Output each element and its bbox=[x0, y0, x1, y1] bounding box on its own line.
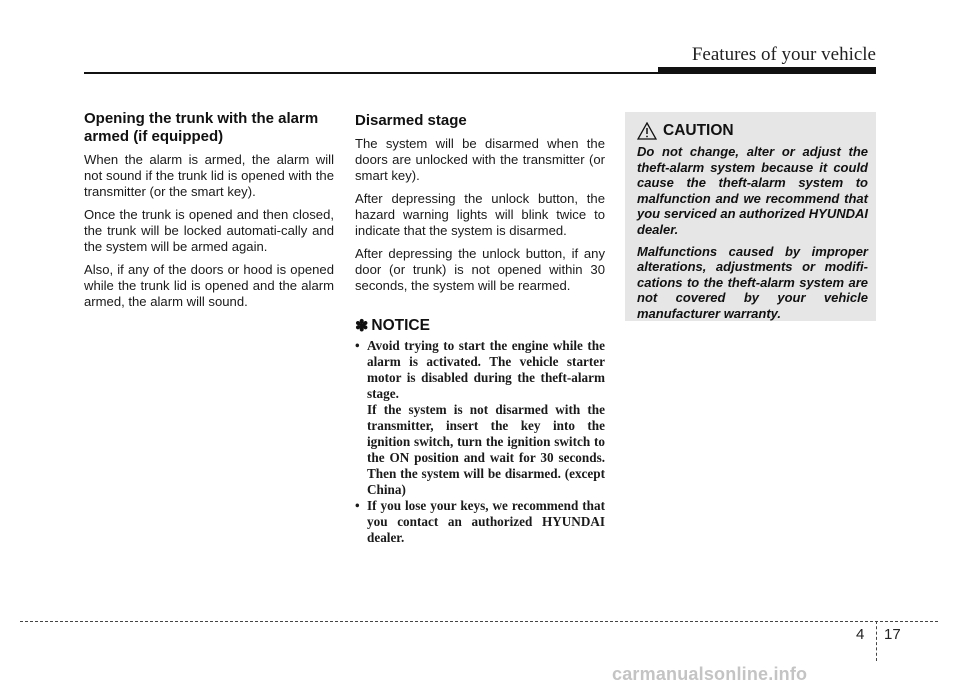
paragraph: The system will be disarmed when the doors are unlocked with the transmitter (or smart key). bbox=[355, 136, 605, 183]
notice-item-text: If the system is not disarmed with the transmitter, insert the key into the ignition switch, turn the ignition switch to the ON position and wait for 30 seconds. Then the system will be disarmed. (except China) bbox=[367, 402, 605, 497]
notice-item-text: If you lose your keys, we recommend that you contact an authorized HYUNDAI dealer. bbox=[367, 498, 605, 545]
header-title: Features of your vehicle bbox=[691, 44, 876, 65]
footer-divider bbox=[876, 621, 877, 661]
paragraph: After depressing the unlock button, if any door (or trunk) is not opened within 30 seconds, the system will be rearmed. bbox=[355, 246, 605, 293]
paragraph: Once the trunk is opened and then closed, the trunk will be locked automati-cally and the system will be armed again. bbox=[84, 207, 334, 254]
caution-title: CAUTION bbox=[663, 122, 734, 139]
notice-star-icon: ✽ bbox=[355, 318, 369, 335]
page-number: 17 bbox=[884, 626, 901, 643]
section-heading-line1: Opening the trunk with the alarm bbox=[84, 110, 319, 127]
section-heading-disarmed: Disarmed stage bbox=[355, 112, 467, 129]
bullet-icon: • bbox=[355, 338, 360, 353]
paragraph: When the alarm is armed, the alarm will not sound if the trunk lid is opened with the transmitter (or the smart key). bbox=[84, 152, 334, 199]
warning-triangle-icon bbox=[637, 122, 657, 140]
notice-item bbox=[355, 338, 605, 498]
notice-title: NOTICE bbox=[371, 317, 430, 334]
notice-item-text: Avoid trying to start the engine while the alarm is activated. The vehicle starter motor is disabled during the theft-alarm stage. bbox=[367, 338, 605, 401]
caution-header bbox=[637, 122, 868, 140]
paragraph: Also, if any of the doors or hood is opened while the trunk lid is opened and the alarm armed, the alarm will sound. bbox=[84, 262, 334, 309]
caution-paragraph: Malfunctions caused by improper alterations, adjustments or modifi-cations to the theft-alarm system are not covered by your vehicle manufacturer warranty. bbox=[637, 243, 868, 321]
section-heading-trunk bbox=[84, 110, 334, 146]
watermark-text: carmanualsonline.info bbox=[612, 664, 808, 684]
column-left bbox=[84, 110, 334, 317]
section-heading-line2: armed (if equipped) bbox=[84, 128, 224, 145]
caution-paragraph: Do not change, alter or adjust the theft-alarm system because it could cause the theft-alarm system to malfunction and we recommend that you serviced an authorized HYUNDAI dealer. bbox=[637, 144, 868, 237]
notice-list bbox=[355, 338, 605, 546]
paragraph: After depressing the unlock button, the hazard warning lights will blink twice to indicate that the system is disarmed. bbox=[355, 191, 605, 238]
caution-box bbox=[625, 112, 876, 321]
bullet-icon: • bbox=[355, 498, 360, 513]
footer-rule bbox=[20, 621, 938, 622]
notice-item bbox=[355, 498, 605, 546]
chapter-number: 4 bbox=[856, 626, 865, 643]
header-rule-accent bbox=[658, 67, 876, 74]
column-middle bbox=[355, 110, 605, 546]
notice-heading bbox=[355, 316, 605, 336]
